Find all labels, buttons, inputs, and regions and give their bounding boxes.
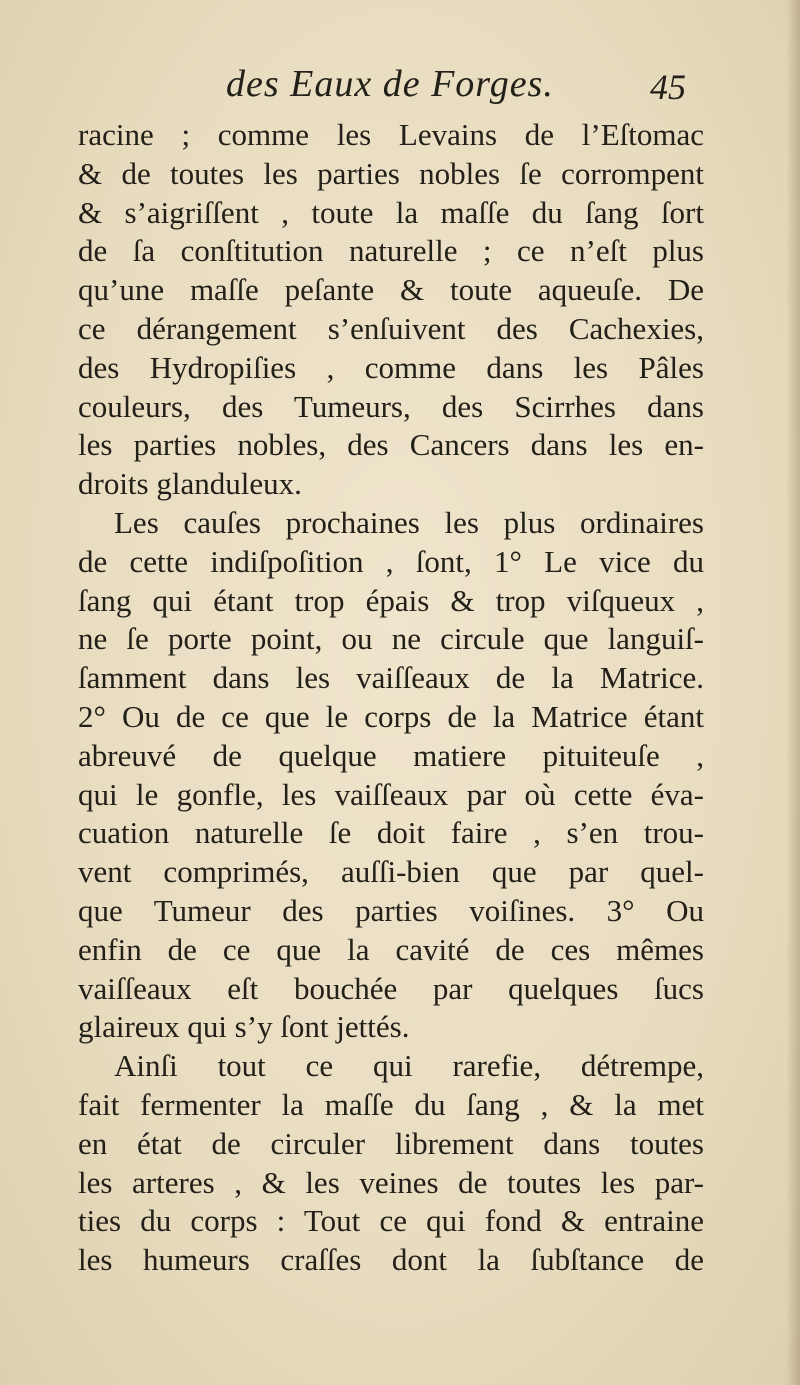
text-line: les parties nobles, des Cancers dans les en- — [78, 427, 704, 463]
text-line: & s’aigriſſent , toute la maſſe du ſang ſort — [78, 194, 704, 230]
text-line: les humeurs craſſes dont la ſubſtance de — [78, 1242, 704, 1278]
text-line: Les cauſes prochaines les plus ordinaires — [114, 504, 704, 540]
text-line: en état de circuler librement dans toutes — [78, 1125, 704, 1161]
text-line: Ainſi tout ce qui rarefie, détrempe, — [114, 1048, 704, 1084]
text-line: racine ; comme les Levains de l’Eſtomac — [78, 117, 704, 152]
text-line: droits glanduleux. — [78, 466, 302, 502]
text-line: les arteres , & les veines de toutes les par- — [78, 1164, 704, 1200]
text-line: enfin de ce que la cavité de ces mêmes — [78, 931, 704, 967]
text-line: ce dérangement s’enſuivent des Cachexies, — [78, 310, 704, 346]
text-line: que Tumeur des parties voiſines. 3° Ou — [78, 892, 704, 928]
page-header — [0, 62, 800, 112]
text-line: de cette indiſpoſition , ſont, 1° Le vice du — [78, 543, 704, 579]
text-line: couleurs, des Tumeurs, des Scirrhes dans — [78, 388, 704, 424]
text-line: ſang qui étant trop épais & trop viſqueux , — [78, 582, 704, 618]
page-edge-shadow — [786, 0, 800, 1385]
running-title: des Eaux de Forges. — [226, 63, 554, 105]
text-line: & de toutes les parties nobles ſe corrompent — [78, 155, 704, 191]
text-line: qui le gonfle, les vaiſſeaux par où cette éva- — [78, 776, 704, 812]
text-line: glaireux qui s’y ſont jettés. — [78, 1009, 410, 1045]
text-line: des Hydropiſies , comme dans les Pâles — [78, 349, 704, 385]
text-line: abreuvé de quelque matiere pituiteuſe , — [78, 737, 704, 773]
text-line: vaiſſeaux eſt bouchée par quelques ſucs — [78, 970, 704, 1006]
text-line: de ſa conſtitution naturelle ; ce n’eſt plus — [78, 233, 704, 269]
text-line: ties du corps : Tout ce qui fond & entraine — [78, 1203, 704, 1239]
text-line: qu’une maſſe peſante & toute aqueuſe. De — [78, 272, 704, 308]
text-line: vent comprimés, auſſi-bien que par quel- — [78, 854, 704, 890]
text-line: cuation naturelle ſe doit faire , s’en trou- — [78, 815, 704, 851]
text-line: ſamment dans les vaiſſeaux de la Matrice. — [78, 660, 704, 696]
text-line: 2° Ou de ce que le corps de la Matrice étant — [78, 698, 704, 734]
page-number: 45 — [650, 67, 686, 107]
body-text — [78, 116, 704, 1280]
text-line: fait fermenter la maſſe du ſang , & la met — [78, 1086, 704, 1122]
text-line: ne ſe porte point, ou ne circule que languiſ- — [78, 621, 704, 657]
